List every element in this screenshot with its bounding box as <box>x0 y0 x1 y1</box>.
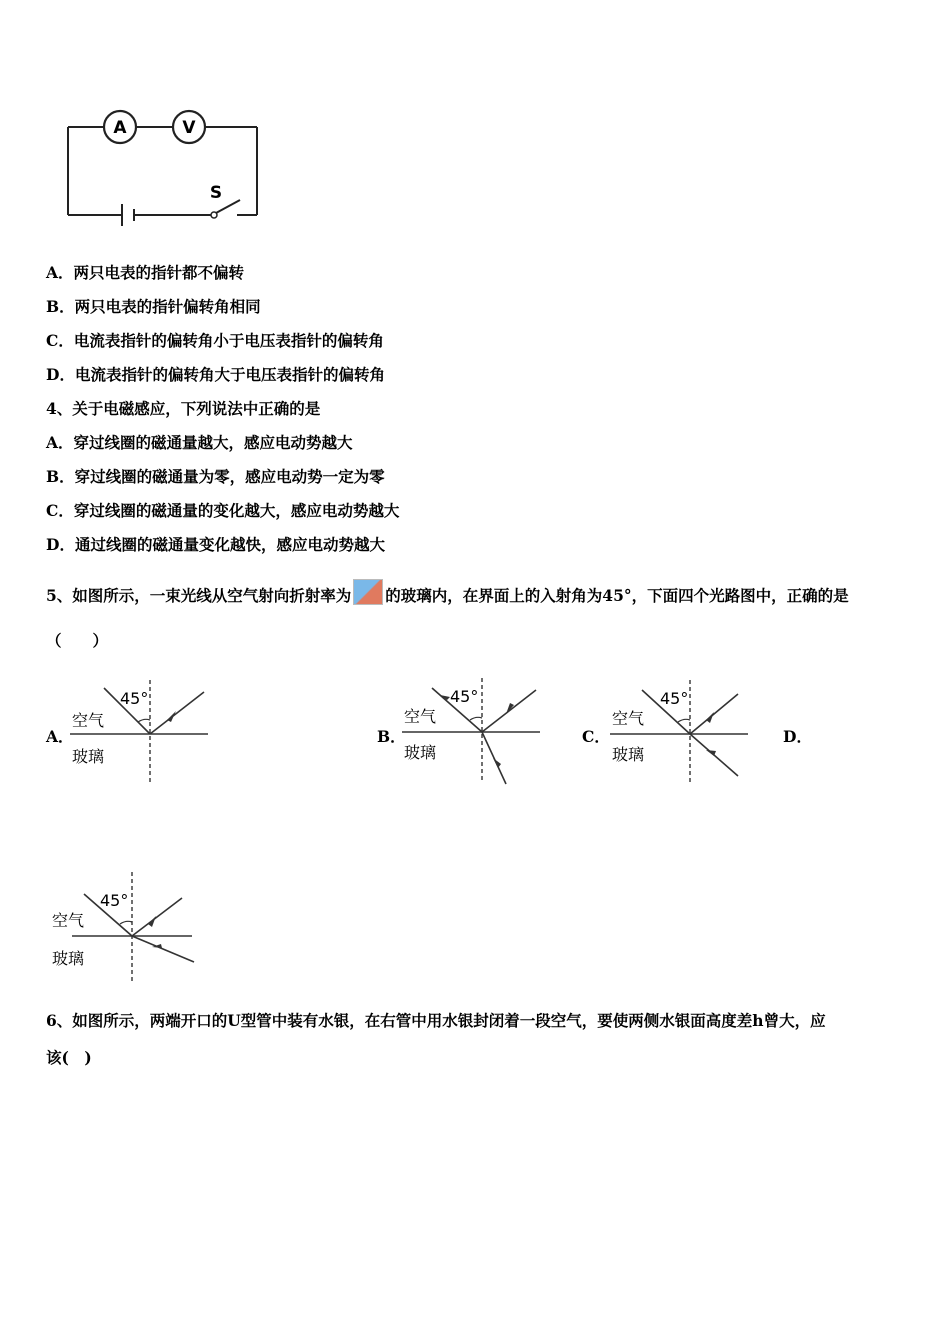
refractive-index-image <box>353 579 383 605</box>
ammeter <box>104 111 136 143</box>
q5-option-b-label: B． <box>377 727 406 746</box>
svg-text:玻璃: 玻璃 <box>52 949 85 968</box>
q4-option-a: A．穿过线圈的磁通量越大，感应电动势越大 <box>46 433 353 452</box>
svg-text:45°: 45° <box>450 687 479 706</box>
svg-text:45°: 45° <box>100 891 129 910</box>
voltmeter <box>173 111 205 143</box>
q5-paren: （ ） <box>46 631 109 650</box>
svg-text:V: V <box>182 118 196 138</box>
svg-text:空气: 空气 <box>52 911 85 930</box>
svg-text:玻璃: 玻璃 <box>404 743 437 762</box>
light-diagram-a <box>70 680 215 790</box>
q3-option-b: B．两只电表的指针偏转角相同 <box>46 297 261 316</box>
q5-stem: 5、如图所示，一束光线从空气射向折射率为 的玻璃内，在界面上的入射角为45°，下面四个光路图中，正确的是 <box>46 579 849 606</box>
q4-stem: 4、关于电磁感应，下列说法中正确的是 <box>46 399 321 418</box>
q4-option-c: C．穿过线圈的磁通量的变化越大，感应电动势越大 <box>46 501 400 520</box>
light-diagram-d <box>52 872 202 987</box>
q3-option-a: A．两只电表的指针都不偏转 <box>46 263 245 282</box>
svg-text:玻璃: 玻璃 <box>612 745 645 764</box>
q5-option-c-label: C． <box>582 727 610 746</box>
q4-option-d: D．通过线圈的磁通量变化越快，感应电动势越大 <box>46 535 385 554</box>
svg-text:空气: 空气 <box>612 709 645 728</box>
light-diagram-c <box>610 680 755 790</box>
q4-option-b: B．穿过线圈的磁通量为零，感应电动势一定为零 <box>46 467 385 486</box>
q5-option-a-label: A． <box>46 727 74 746</box>
switch-label: S <box>209 183 223 203</box>
q6-line1: 6、如图所示，两端开口的U型管中装有水银，在右管中用水银封闭着一段空气，要使两侧水银面高度差h曾大，应 <box>46 1011 826 1030</box>
svg-text:45°: 45° <box>660 689 689 708</box>
svg-text:空气: 空气 <box>404 707 437 726</box>
svg-text:45°: 45° <box>120 689 149 708</box>
circuit-diagram <box>60 100 270 235</box>
q5-option-d-label: D． <box>783 727 812 746</box>
q3-option-d: D．电流表指针的偏转角大于电压表指针的偏转角 <box>46 365 385 384</box>
q3-option-c: C．电流表指针的偏转角小于电压表指针的偏转角 <box>46 331 384 350</box>
svg-text:空气: 空气 <box>72 711 105 730</box>
svg-text:玻璃: 玻璃 <box>72 747 105 766</box>
q6-line2: 该( ) <box>46 1048 92 1067</box>
light-diagram-b <box>402 678 547 788</box>
svg-text:A: A <box>113 118 127 138</box>
